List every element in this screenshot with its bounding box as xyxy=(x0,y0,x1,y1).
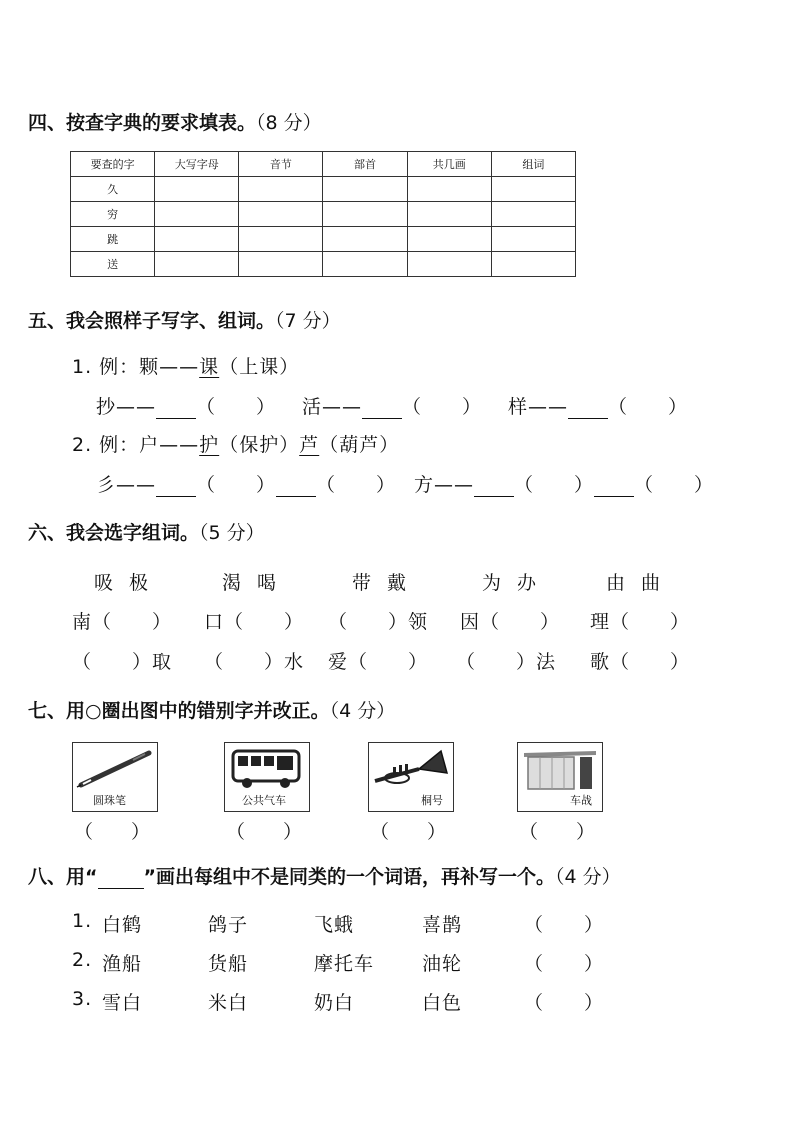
q5-row-1-item-3[interactable]: 样—— （ ） xyxy=(508,396,689,418)
table-input-cell[interactable] xyxy=(155,202,239,227)
base-char: 活—— xyxy=(302,396,363,418)
table-char-cell: 久 xyxy=(71,177,155,202)
pen-icon xyxy=(73,743,157,793)
q7-heading xyxy=(28,696,395,723)
table-input-cell[interactable] xyxy=(323,252,407,277)
q8-score: （4 分） xyxy=(555,866,621,888)
q5-example-2 xyxy=(72,430,399,457)
example-prefix: 1. 例：颗—— xyxy=(72,356,200,378)
q5-row-1-item-2[interactable]: 活—— （ ） xyxy=(302,396,483,418)
table-input-cell[interactable] xyxy=(239,227,323,252)
table-header-cell: 共几画 xyxy=(407,152,491,177)
table-input-cell[interactable] xyxy=(407,202,491,227)
answer-blank[interactable] xyxy=(156,478,196,497)
answer-paren[interactable]: （ ） xyxy=(519,821,596,843)
underline-mark xyxy=(98,870,144,889)
answer-paren[interactable]: （ ） xyxy=(524,953,605,975)
q6-heading xyxy=(28,518,265,545)
picture-card-bus-stop xyxy=(517,742,603,812)
table-input-cell[interactable] xyxy=(407,252,491,277)
table-input-cell[interactable] xyxy=(239,177,323,202)
char-pair: 由 曲 xyxy=(606,572,662,594)
table-input-cell[interactable] xyxy=(155,227,239,252)
answer-blank[interactable] xyxy=(362,400,402,419)
table-input-cell[interactable] xyxy=(239,202,323,227)
example-char: 护 xyxy=(199,434,220,456)
answer-paren[interactable]: （ ） xyxy=(370,821,447,843)
answer-paren[interactable]: （ ） xyxy=(74,821,151,843)
table-input-cell[interactable] xyxy=(491,177,575,202)
fill-item[interactable]: （ ）水 xyxy=(204,651,305,673)
char-pair: 为 办 xyxy=(482,572,538,594)
answer-paren[interactable]: （ ） xyxy=(226,821,303,843)
q4-heading xyxy=(28,108,322,135)
dictionary-table xyxy=(70,151,576,277)
q8-row-number: 1. xyxy=(72,910,93,932)
word-item[interactable]: 喜鹊 xyxy=(422,914,463,936)
q5-title: 五、我会照样子写字、组词。 xyxy=(28,310,276,332)
table-input-cell[interactable] xyxy=(323,227,407,252)
q8-row-number: 3. xyxy=(72,988,93,1010)
answer-blank[interactable] xyxy=(156,400,196,419)
char-pair: 吸 极 xyxy=(94,572,150,594)
q5-row-1-item-1[interactable]: 抄—— （ ） xyxy=(96,396,277,418)
table-header-cell: 部首 xyxy=(323,152,407,177)
word-item[interactable]: 鸽子 xyxy=(208,914,249,936)
fill-item[interactable]: （ ）法 xyxy=(456,651,557,673)
table-input-cell[interactable] xyxy=(155,252,239,277)
table-input-cell[interactable] xyxy=(323,202,407,227)
answer-blank[interactable] xyxy=(474,478,514,497)
table-char-cell: 穷 xyxy=(71,202,155,227)
table-row xyxy=(71,202,576,227)
fill-item[interactable]: （ ）取 xyxy=(72,651,173,673)
table-row xyxy=(71,252,576,277)
fill-item[interactable]: 口（ ） xyxy=(204,611,305,633)
base-char: 彡—— xyxy=(96,474,157,496)
fill-item[interactable]: （ ）领 xyxy=(328,611,429,633)
table-input-cell[interactable] xyxy=(491,252,575,277)
word-item[interactable]: 白鹤 xyxy=(102,914,143,936)
q8-title-a: 八、用“ xyxy=(28,866,98,888)
table-header-cell: 音节 xyxy=(239,152,323,177)
q4-score: （8 分） xyxy=(256,112,322,134)
example-word: （葫芦） xyxy=(319,434,400,456)
base-char: 方—— xyxy=(414,474,475,496)
table-input-cell[interactable] xyxy=(407,227,491,252)
word-item[interactable]: 飞蛾 xyxy=(314,914,355,936)
table-input-cell[interactable] xyxy=(407,177,491,202)
table-input-cell[interactable] xyxy=(155,177,239,202)
answer-paren[interactable]: （ ） xyxy=(524,914,605,936)
fill-item[interactable]: 理（ ） xyxy=(590,611,691,633)
table-input-cell[interactable] xyxy=(491,227,575,252)
table-input-cell[interactable] xyxy=(323,177,407,202)
table-row xyxy=(71,227,576,252)
char-pair: 带 戴 xyxy=(352,572,408,594)
answer-blank[interactable] xyxy=(276,478,316,497)
fill-item[interactable]: 歌（ ） xyxy=(590,651,691,673)
base-char: 样—— xyxy=(508,396,569,418)
table-header-cell: 大写字母 xyxy=(155,152,239,177)
q5-heading xyxy=(28,306,341,333)
table-row xyxy=(71,177,576,202)
bus-stop-icon xyxy=(518,743,602,793)
q5-example-1 xyxy=(72,352,299,379)
q4-title: 四、按查字典的要求填表。 xyxy=(28,112,257,134)
word-item[interactable]: 货船 xyxy=(208,953,249,975)
table-char-cell: 送 xyxy=(71,252,155,277)
q8-row-number: 2. xyxy=(72,949,93,971)
example-word: （保护） xyxy=(219,434,300,456)
picture-card-trumpet xyxy=(368,742,454,812)
table-header-row xyxy=(71,152,576,177)
word-item[interactable]: 米白 xyxy=(208,992,249,1014)
word-item[interactable]: 白色 xyxy=(422,992,463,1014)
word-item[interactable]: 油轮 xyxy=(422,953,463,975)
word-item[interactable]: 渔船 xyxy=(102,953,143,975)
picture-caption: 圆珠笔 xyxy=(93,794,126,807)
word-item[interactable]: 摩托车 xyxy=(314,953,375,975)
word-item[interactable]: 雪白 xyxy=(102,992,143,1014)
example-word: （上课） xyxy=(219,356,300,378)
picture-card-bus xyxy=(224,742,310,812)
answer-blank[interactable] xyxy=(594,478,634,497)
table-char-cell: 跳 xyxy=(71,227,155,252)
example-char: 芦 xyxy=(299,434,320,456)
q8-title-b: ”画出每组中不是同类的一个词语，再补写一个。 xyxy=(143,866,555,888)
base-char: 抄—— xyxy=(96,396,157,418)
picture-card-pen xyxy=(72,742,158,812)
example-prefix: 2. 例：户—— xyxy=(72,434,200,456)
answer-paren[interactable]: （ ） xyxy=(524,992,605,1014)
q6-score: （5 分） xyxy=(199,522,265,544)
table-header-cell: 组词 xyxy=(491,152,575,177)
fill-item[interactable]: 南（ ） xyxy=(72,611,173,633)
q7-title: 七、用○圈出图中的错别字并改正。 xyxy=(28,700,330,722)
q7-score: （4 分） xyxy=(329,700,396,722)
q5-row-2-item-1[interactable]: 彡—— （ ） （ ） xyxy=(96,474,397,496)
q8-heading xyxy=(28,862,621,889)
table-input-cell[interactable] xyxy=(239,252,323,277)
picture-caption: 车战 xyxy=(570,794,592,807)
trumpet-icon xyxy=(369,743,453,793)
q6-title: 六、我会选字组词。 xyxy=(28,522,200,544)
fill-item[interactable]: 因（ ） xyxy=(460,611,561,633)
fill-item[interactable]: 爱（ ） xyxy=(328,651,429,673)
table-header-cell: 要查的字 xyxy=(71,152,155,177)
bus-icon xyxy=(225,743,309,793)
table-input-cell[interactable] xyxy=(491,202,575,227)
q5-row-2-item-2[interactable]: 方—— （ ） （ ） xyxy=(414,474,715,496)
word-item[interactable]: 奶白 xyxy=(314,992,355,1014)
picture-caption: 公共气车 xyxy=(242,794,286,807)
q5-score: （7 分） xyxy=(275,310,341,332)
char-pair: 渴 喝 xyxy=(222,572,278,594)
answer-blank[interactable] xyxy=(568,400,608,419)
example-char: 课 xyxy=(199,356,220,378)
picture-caption: 桐号 xyxy=(421,794,443,807)
